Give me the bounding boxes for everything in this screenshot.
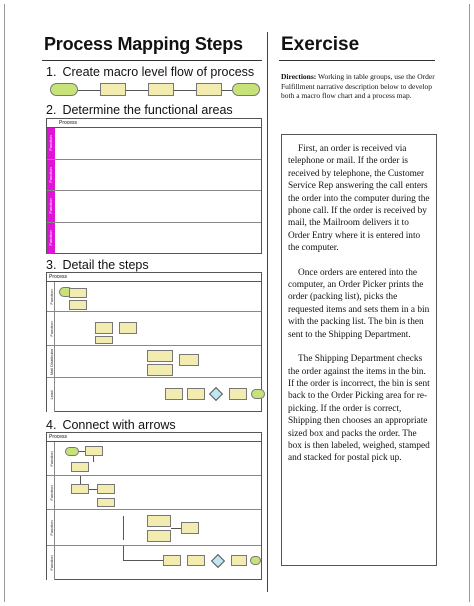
left-title-rule: [42, 60, 262, 61]
step-3: [46, 258, 149, 272]
step-2-label: Determine the functional areas: [62, 103, 233, 117]
process-box: [179, 354, 199, 366]
functional-row: [47, 223, 261, 255]
process-box: [69, 288, 87, 298]
macro-flow: [46, 82, 262, 98]
process-box: [97, 484, 115, 494]
functional-row: [47, 191, 261, 223]
process-box: [147, 515, 171, 527]
functional-table-header: Process: [47, 119, 261, 128]
connector-arrow: [93, 456, 94, 462]
functional-areas-table: [46, 118, 262, 254]
process-box: [69, 300, 87, 310]
narrative-paragraph: First, an order is received via telephone or mail. If the order is received by telephone, the Customer Service Rep answering the call enters the order into the computer during the phone call. If the order is received by mail, the Mailroom delivers it to Order Entry where it is entered into the computer.: [288, 144, 430, 254]
exercise-title: Exercise: [281, 34, 360, 55]
process-box: [119, 322, 137, 334]
function-label: Function: [48, 198, 53, 214]
step-1: [46, 65, 254, 79]
narrative-box: [281, 134, 437, 566]
macro-arrow-1: [78, 90, 100, 91]
function-label-bar: [47, 128, 55, 159]
process-box: [187, 388, 205, 400]
detail-row: [47, 346, 261, 378]
step-3-number: 3.: [46, 258, 57, 272]
step-1-label: Create macro level flow of process: [62, 65, 255, 79]
arrows-row: [47, 476, 261, 510]
row-label-cell: [47, 442, 55, 475]
process-box: [147, 530, 171, 542]
column-divider: [267, 32, 268, 592]
step-1-number: 1.: [46, 65, 57, 79]
row-label-cell: [47, 510, 55, 545]
function-label: Function: [48, 230, 53, 246]
process-box: [71, 484, 89, 494]
process-box: [165, 388, 183, 400]
process-box: [71, 462, 89, 472]
process-box: [147, 364, 173, 376]
function-label-bar: [47, 191, 55, 222]
detail-steps-table: [46, 272, 262, 412]
process-box: [163, 555, 181, 566]
row-label: Function: [49, 450, 54, 467]
start-terminator: [65, 447, 79, 456]
row-label: Lead: [49, 390, 54, 400]
detail-row: [47, 378, 261, 412]
macro-arrow-3: [174, 90, 196, 91]
connector-arrow: [171, 528, 181, 529]
macro-start-pill: [50, 83, 78, 96]
process-box: [97, 498, 115, 507]
macro-arrow-2: [126, 90, 148, 91]
row-label-cell: [47, 546, 55, 580]
arrows-row: [47, 546, 261, 580]
row-label: Mail Distributor: [49, 348, 54, 375]
step-4-number: 4.: [46, 418, 57, 432]
directions-text: Working in table groups, use the Order Fulfillment narrative description below to develop both a macro flow chart and a process map.: [281, 72, 435, 101]
step-2-number: 2.: [46, 103, 57, 117]
connector-arrow: [89, 489, 97, 490]
connector-arrow: [80, 476, 81, 484]
connector-arrow: [123, 546, 124, 560]
process-box: [95, 322, 113, 334]
narrative-paragraph: The Shipping Department checks the order against the items in the bin. If the order is incorrect, the bin is sent back to the Order Picking area for re-picking. If the order is correct, Shipping then chooses an appropriate sized box and packs the order. The box is then labeled, weighed, stamped and stacked for postal pick up.: [288, 354, 430, 464]
narrative-paragraph: Once orders are entered into the computer, an Order Picker prints the order (packing list), picks the requested items and sets them in a bin with the packing list. The bin is then sent to the Shipping Department.: [288, 267, 430, 340]
left-title: Process Mapping Steps: [44, 34, 243, 54]
detail-row: [47, 282, 261, 312]
row-label: Function: [49, 555, 54, 571]
functional-row: [47, 128, 261, 160]
process-box: [85, 446, 103, 456]
row-label-cell: [47, 476, 55, 509]
directions: [281, 72, 439, 101]
macro-step-box: [196, 83, 222, 96]
step-4: [46, 418, 176, 432]
connect-arrows-table: [46, 432, 262, 580]
functional-row: [47, 160, 261, 192]
macro-step-box: [148, 83, 174, 96]
end-terminator: [251, 389, 265, 399]
detail-table-header: Process: [47, 273, 261, 282]
arrows-row: [47, 442, 261, 476]
decision-diamond: [209, 387, 223, 401]
directions-label: Directions:: [281, 72, 317, 81]
process-box: [147, 350, 173, 362]
process-box: [229, 388, 247, 400]
row-label: Function: [49, 320, 54, 337]
function-label-bar: [47, 160, 55, 191]
arrows-table-header: Process: [47, 433, 261, 442]
step-4-label: Connect with arrows: [62, 418, 176, 432]
connector-arrow: [123, 560, 163, 561]
exercise-title-rule: [279, 60, 435, 61]
row-label: Function: [49, 484, 54, 501]
process-box: [181, 522, 199, 534]
row-label-cell: [47, 312, 55, 345]
row-label-cell: [47, 346, 55, 377]
connector-arrow: [123, 516, 124, 540]
arrows-row: [47, 510, 261, 546]
macro-arrow-4: [222, 90, 232, 91]
end-terminator: [250, 556, 261, 565]
function-label-bar: [47, 223, 55, 255]
process-box: [95, 336, 113, 344]
function-label: Function: [48, 135, 53, 151]
row-label: Function: [49, 519, 54, 536]
row-label-cell: [47, 378, 55, 412]
function-label: Function: [48, 167, 53, 183]
process-box: [187, 555, 205, 566]
detail-row: [47, 312, 261, 346]
row-label: Function: [49, 288, 54, 305]
macro-end-pill: [232, 83, 260, 96]
step-2: [46, 103, 233, 117]
step-3-label: Detail the steps: [62, 258, 149, 272]
process-box: [231, 555, 247, 566]
macro-step-box: [100, 83, 126, 96]
row-label-cell: [47, 282, 55, 311]
decision-diamond: [211, 554, 225, 568]
